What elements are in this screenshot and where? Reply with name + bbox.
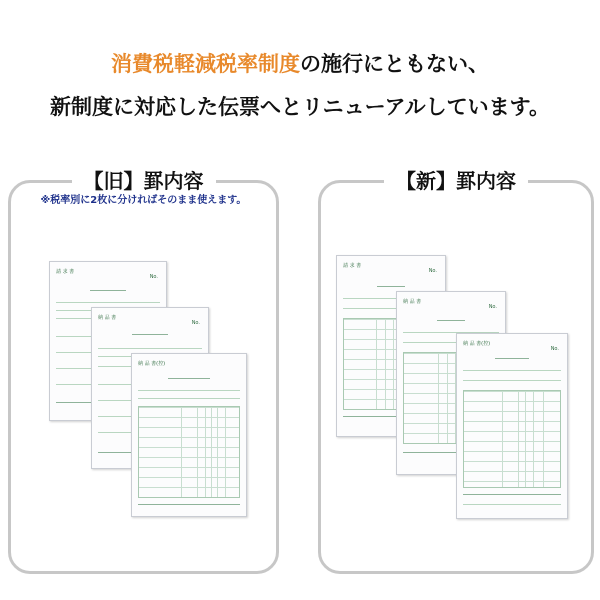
form-number-label: No.	[550, 346, 559, 352]
old-format-panel	[8, 169, 279, 574]
new-delivery-copy-form-image	[456, 333, 568, 519]
old-delivery-copy-form-image	[131, 353, 247, 517]
old-panel-note: ※税率別に2枚に分ければそのまま使えます。	[40, 195, 247, 206]
headline-line-2: 新制度に対応した伝票へとリニューアルしています。	[49, 95, 550, 119]
form-title: 請 求 書	[56, 269, 75, 275]
form-title: 納 品 書(控)	[463, 341, 491, 347]
old-panel-title: 【旧】罫内容	[72, 165, 216, 194]
form-number-label: No.	[428, 268, 437, 274]
headline-rest: の施行にともない、	[300, 52, 489, 76]
form-title: 請 求 書	[343, 263, 362, 269]
form-title: 納 品 書	[403, 299, 422, 305]
form-number-label: No.	[149, 274, 158, 280]
form-title: 納 品 書	[98, 315, 117, 321]
form-title: 納 品 書(控)	[138, 361, 166, 367]
headline-accent: 消費税軽減税率制度	[111, 52, 300, 76]
new-panel-title: 【新】罫内容	[384, 165, 528, 194]
form-number-label: No.	[488, 304, 497, 310]
headline-line-1	[0, 48, 600, 78]
form-number-label: No.	[191, 320, 200, 326]
new-format-panel	[318, 169, 594, 574]
